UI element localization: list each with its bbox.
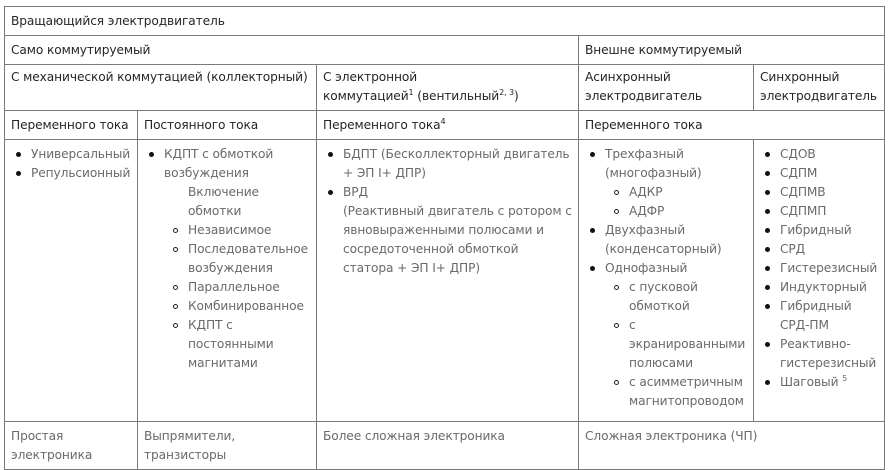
footnote-2-3: 2, 3 [499, 88, 514, 97]
synchronous-types [754, 140, 885, 422]
sub-list-item: Комбинированное [188, 297, 310, 316]
electronics-vfd: Сложная электроника (ЧП) [579, 422, 885, 470]
ac-current-header-1: Переменного тока [5, 111, 138, 140]
list-item [780, 373, 878, 392]
list-item-label: Трехфазный (многофазный) [605, 147, 702, 180]
dc-current-header: Постоянного тока [138, 111, 317, 140]
table-row [5, 111, 885, 140]
list-item: Универсальный [31, 145, 131, 164]
footnote-1: 1 [408, 88, 414, 97]
footnote-5: 5 [842, 374, 848, 383]
table-row [5, 65, 885, 111]
electronic-header-line2c: ) [514, 89, 519, 103]
footnote-4: 4 [440, 117, 446, 126]
list-item [605, 145, 747, 221]
table-row [5, 422, 885, 470]
rotating-motor-header: Вращающийся электродвигатель [5, 7, 885, 36]
ac-current-label: Переменного тока [323, 118, 441, 132]
list-item [605, 259, 747, 411]
ac-current-header-3: Переменного тока [579, 111, 885, 140]
list-item: СРД [780, 240, 878, 259]
list-item-label: Шаговый [780, 375, 843, 389]
electronic-header-line2b: (вентильный [413, 89, 500, 103]
mechanical-commutation-header: С механической коммутацией (коллекторный) [5, 65, 317, 111]
list-item: СДПМВ [780, 183, 878, 202]
motor-classification-table [4, 6, 885, 470]
list-item: БДПТ (Бесколлекторный двигатель + ЭП I+ ДПР) [343, 145, 572, 183]
electronic-commutation-header [317, 65, 579, 111]
table-row [5, 36, 885, 65]
list-item: Гибридный СРД-ПМ [780, 297, 878, 335]
sub-list-item: Параллельное [188, 278, 310, 297]
synchronous-motor-header: Синхронный электродвигатель [754, 65, 885, 111]
electronic-header-line1: С электронной [323, 70, 418, 84]
sub-list-item: с экранированными полюсами [629, 316, 747, 373]
electronic-header-line2a: коммутацией [323, 89, 409, 103]
ac-current-header-2 [317, 111, 579, 140]
list-item [164, 145, 310, 373]
list-item [343, 183, 572, 278]
list-item-label: ВРД [343, 185, 368, 199]
table-row [5, 7, 885, 36]
electronics-simple: Простая электроника [5, 422, 138, 470]
electronic-commutation-types [317, 140, 579, 422]
list-item: Гистерезисный [780, 259, 878, 278]
electronics-complex: Более сложная электроника [317, 422, 579, 470]
self-commutated-header: Само коммутируемый [5, 36, 579, 65]
list-item-description: (Реактивный двигатель с ротором с явновыраженными полюсами и сосредоточенной обмоткой статора + ЭП I+ ДПР) [343, 204, 572, 275]
sub-list-item: Последовательное возбуждения [188, 240, 310, 278]
list-item: СДПМ [780, 164, 878, 183]
list-item: Реактивно-гистерезисный [780, 335, 878, 373]
electronics-rectifiers: Выпрямители, транзисторы [138, 422, 317, 470]
asynchronous-motor-header: Асинхронный электродвигатель [579, 65, 754, 111]
list-item-label: Однофазный [605, 261, 688, 275]
list-item: СДПМП [780, 202, 878, 221]
winding-connection-label: Включение обмотки [188, 185, 259, 218]
list-item: Двухфазный (конденсаторный) [605, 221, 747, 259]
dc-collector-types [138, 140, 317, 422]
sub-list-item: с асимметричным магнитопроводом [629, 373, 747, 411]
sub-list-item: КДПТ с постоянными магнитами [188, 316, 310, 373]
table-row [5, 140, 885, 422]
list-item: СДОВ [780, 145, 878, 164]
externally-commutated-header: Внешне коммутируемый [579, 36, 885, 65]
sub-list-item: АДФР [629, 202, 747, 221]
ac-collector-types [5, 140, 138, 422]
list-item-label: КДПТ с обмоткой возбуждения [164, 147, 274, 180]
list-item: Гибридный [780, 221, 878, 240]
list-item: Репульсионный [31, 164, 131, 183]
sub-list-item: АДКР [629, 183, 747, 202]
sub-list-item: с пусковой обмоткой [629, 278, 747, 316]
asynchronous-types [579, 140, 754, 422]
list-item: Индукторный [780, 278, 878, 297]
sub-list-item: Независимое [188, 221, 310, 240]
